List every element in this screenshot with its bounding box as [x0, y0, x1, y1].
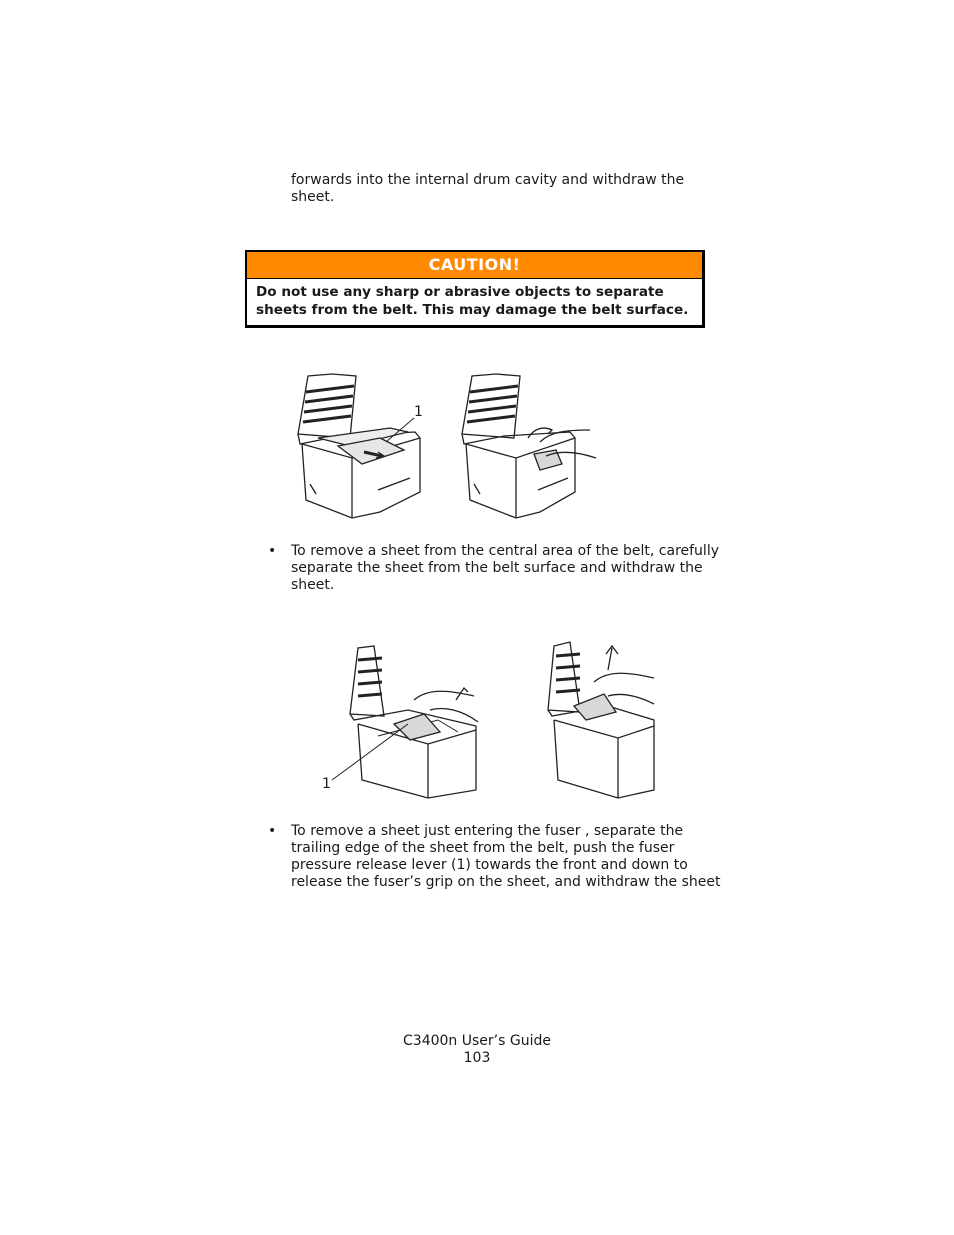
- figure-1-illustration: [290, 372, 610, 524]
- hand-lifting-sheet: [574, 646, 654, 720]
- figure-fuser-sheet-removal: [318, 640, 658, 800]
- figure-belt-sheet-removal: [290, 372, 610, 524]
- printer-open-right: [462, 374, 575, 518]
- callout-line-right: [332, 724, 408, 780]
- figure-1-callout-number: 1: [414, 404, 423, 420]
- printer-open-right-2: [548, 642, 654, 798]
- caution-body: Do not use any sharp or abrasive objects to separate sheets from the belt. This may damage the belt surface.: [256, 284, 689, 318]
- caution-box: [245, 250, 705, 328]
- bullet-1-marker: •: [268, 543, 277, 559]
- figure-2-callout-number: 1: [322, 776, 331, 792]
- bullet-2-text: To remove a sheet just entering the fuser , separate the trailing edge of the sheet from the belt, push the fuser pressure release lever (1) towards the front and down to release the fuser’s grip on the sheet, and withdraw the sheet: [291, 823, 721, 890]
- caution-title: CAUTION!: [247, 252, 702, 279]
- footer-guide-title: C3400n User’s Guide: [403, 1033, 551, 1049]
- hand-separating-sheet: [394, 688, 478, 740]
- intro-paragraph: forwards into the internal drum cavity and withdraw the sheet.: [291, 172, 685, 205]
- bullet-2-marker: •: [268, 823, 277, 839]
- figure-2-illustration: [318, 640, 658, 800]
- bullet-1-text: To remove a sheet from the central area of the belt, carefully separate the sheet from the belt surface and withdraw the sheet.: [291, 543, 719, 593]
- footer-page-number: 103: [463, 1050, 491, 1066]
